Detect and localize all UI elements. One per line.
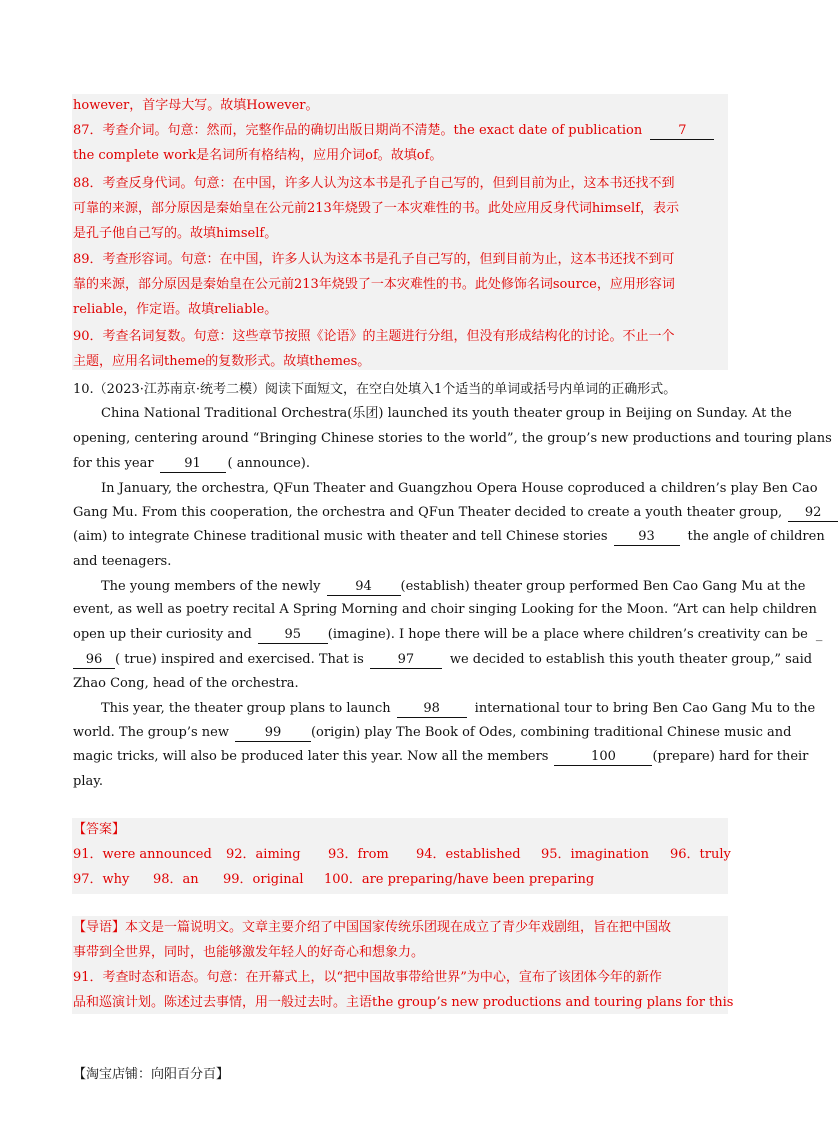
blank-96: 96: [73, 652, 115, 669]
answer-93: 93．from: [328, 847, 389, 862]
shop-footer: 【淘宝店铺：向阳百分百】: [73, 1067, 230, 1082]
passage-line: Gang Mu. From this cooperation, the orchestra and QFun Theater decided to create a youth theater group, 92: [73, 503, 838, 523]
blank-91: 91: [160, 456, 226, 473]
passage-line: opening, centering around “Bringing Chinese stories to the world”, the group’s new productions and touring plans: [73, 431, 832, 446]
guide-line: 91．考查时态和语态。句意：在开幕式上，以“把中国故事带给世界”为中心，宣布了该团体今年的新作: [73, 970, 662, 985]
answer-99: 99．original: [223, 872, 304, 887]
blank-100: 100: [554, 749, 652, 766]
passage-line: world. The group’s new 99 (origin) play The Book of Odes, combining traditional Chinese music and: [73, 725, 792, 740]
analysis-line: 可靠的来源，部分原因是秦始皇在公元前213年烧毁了一本灾难性的书。此处应用反身代词himself，表示: [73, 201, 680, 216]
analysis-line: 88．考查反身代词。句意：在中国，许多人认为这本书是孔子自己写的，但到目前为止，这本书还找不到: [73, 176, 675, 191]
answer-97: 97．why: [73, 872, 130, 887]
blank-7: 7: [650, 123, 714, 140]
answer-98: 98．an: [153, 872, 199, 887]
answer-label: 【答案】: [73, 822, 126, 837]
analysis-line: 靠的来源，部分原因是秦始皇在公元前213年烧毁了一本灾难性的书。此处修饰名词source，应用形容词: [73, 277, 675, 292]
passage-line: Zhao Cong, head of the orchestra.: [73, 676, 299, 691]
passage-line: This year, the theater group plans to launch 98 international tour to bring Ben Cao Gang Mu to the: [101, 701, 816, 716]
guide-line: 【导语】本文是一篇说明文。文章主要介绍了中国国家传统乐团现在成立了青少年戏剧组，旨在把中国故: [73, 920, 672, 935]
blank-97: 97: [370, 652, 442, 669]
passage-line: open up their curiosity and 95 (imagine). I hope there will be a place where children’s creativity can be _: [73, 627, 823, 642]
passage-line: magic tricks, will also be produced later this year. Now all the members 100 (prepare) hard for their: [73, 749, 809, 764]
guide-line: 事带到全世界，同时，也能够激发年轻人的好奇心和想象力。: [73, 945, 425, 960]
passage-line: event, as well as poetry recital A Spring Morning and choir singing Looking for the Moon. “Art can help children: [73, 602, 817, 617]
passage-line: 96 ( true) inspired and exercised. That is 97 we decided to establish this youth theater group,” said: [73, 650, 812, 670]
answer-92: 92．aiming: [226, 847, 301, 862]
answer-91: 91．were announced: [73, 847, 212, 862]
blank-98: 98: [397, 701, 467, 718]
analysis-line: 89．考查形容词。句意：在中国，许多人认为这本书是孔子自己写的，但到目前为止，这本书还找不到可: [73, 252, 675, 267]
answer-94: 94．established: [416, 847, 521, 862]
blank-92: 92: [788, 505, 838, 522]
blank-94: 94: [327, 579, 401, 596]
blank-95: 95: [258, 627, 328, 644]
passage-line: China National Traditional Orchestra(乐团) launched its youth theater group in Beijing on Sunday. At the: [101, 406, 792, 421]
passage-line: (aim) to integrate Chinese traditional music with theater and tell Chinese stories 93 the angle of children: [73, 529, 825, 544]
analysis-text: 87．考查介词。句意：然而，完整作品的确切出版日期尚不清楚。the exact date of publication: [73, 123, 643, 138]
analysis-line: 主题，应用名词theme的复数形式。故填themes。: [73, 354, 371, 369]
blank-93: 93: [614, 529, 680, 546]
analysis-line: the complete work是名词所有格结构，应用介词of。故填of。: [73, 148, 443, 163]
passage-line: for this year 91 ( announce).: [73, 456, 310, 471]
analysis-line: however，首字母大写。故填However。: [73, 98, 319, 113]
passage-line: and teenagers.: [73, 554, 172, 569]
answer-100: 100．are preparing/have been preparing: [324, 872, 595, 887]
analysis-line: 90．考查名词复数。句意：这些章节按照《论语》的主题进行分组，但没有形成结构化的讨论。不止一个: [73, 329, 675, 344]
blank-99: 99: [235, 725, 311, 742]
answer-95: 95．imagination: [541, 847, 649, 862]
answer-96: 96．truly: [670, 847, 731, 862]
analysis-line: [73, 121, 718, 141]
question-header: 10.（2023·江苏南京·统考二模）阅读下面短文，在空白处填入1个适当的单词或括号内单词的正确形式。: [73, 382, 677, 397]
passage-line: The young members of the newly 94 (establish) theater group performed Ben Cao Gang Mu at the: [101, 579, 806, 594]
analysis-line: reliable，作定语。故填reliable。: [73, 302, 278, 317]
passage-line: play.: [73, 774, 103, 789]
passage-line: In January, the orchestra, QFun Theater and Guangzhou Opera House coproduced a children’s play Ben Cao: [101, 481, 818, 496]
analysis-line: 是孔子他自己写的。故填himself。: [73, 226, 278, 241]
guide-line: 品和巡演计划。陈述过去事情，用一般过去时。主语the group’s new productions and touring plans for this: [73, 995, 734, 1010]
